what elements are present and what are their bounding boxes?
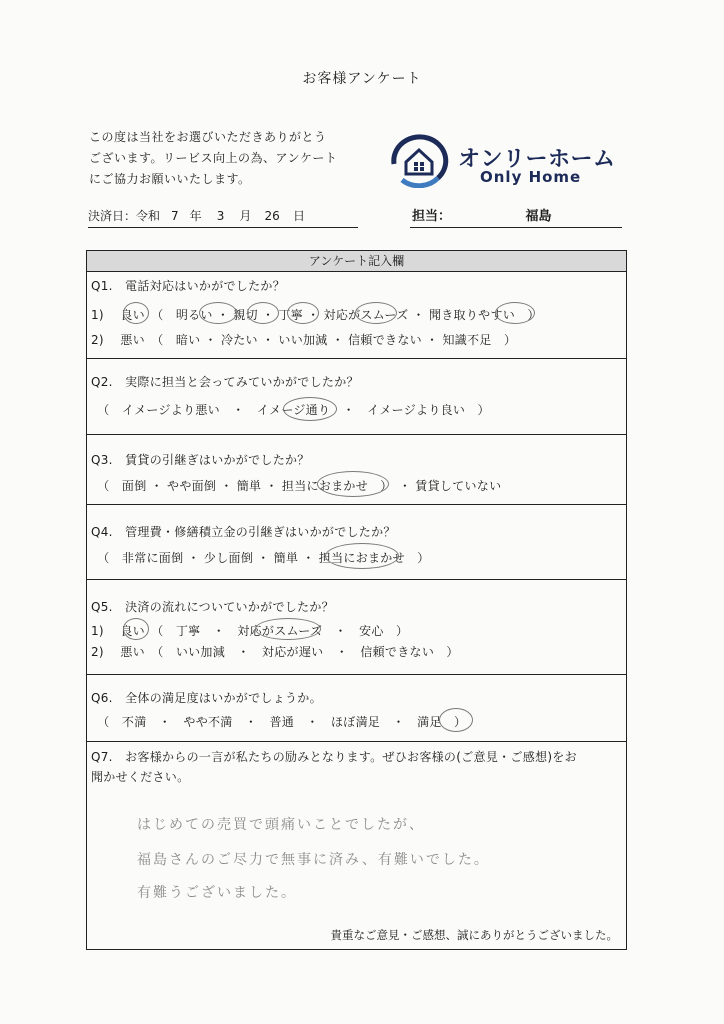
question-text: Q5. 決済の流れについていかがでしたか？ xyxy=(91,600,334,614)
handwritten-line: 福島さんのご尽力で無事に済み、有難いでした。 xyxy=(137,852,490,868)
handwritten-line: はじめての売買で頭痛いことでしたが、 xyxy=(137,817,425,833)
settlement-date xyxy=(88,207,358,228)
settlement-year: 7 xyxy=(171,209,179,223)
intro-text xyxy=(89,127,389,190)
question-4 xyxy=(87,505,626,580)
question-text-cont: 聞かせください。 xyxy=(91,770,190,784)
answer-line: 1) 良い （ 丁寧 ・ 対応がスムーズ ・ 安心 ） xyxy=(91,624,409,638)
settlement-month: 3 xyxy=(216,209,225,223)
month-unit: 月 xyxy=(239,209,252,223)
question-2 xyxy=(87,359,626,435)
question-text: Q2. 実際に担当と会ってみていかがでしたか？ xyxy=(91,375,359,389)
closing-text: 貴重なご意見・ご感想、誠にありがとうございました。 xyxy=(330,928,618,942)
logo-text-jp: オンリーホーム xyxy=(458,147,616,172)
house-logo-icon xyxy=(388,132,452,188)
question-5 xyxy=(87,580,626,675)
section-header: アンケート記入欄 xyxy=(87,251,626,272)
question-7 xyxy=(87,742,626,949)
question-1 xyxy=(87,271,626,359)
page-title: お客様アンケート xyxy=(302,71,422,87)
year-unit: 年 xyxy=(189,209,202,223)
question-6 xyxy=(87,675,626,742)
question-3 xyxy=(87,435,626,505)
answer-line: （ 非常に面倒 ・ 少し面倒 ・ 簡単 ・ 担当におまかせ ） xyxy=(91,551,430,565)
company-logo xyxy=(388,130,628,190)
handwritten-line: 有難うございました。 xyxy=(137,885,297,901)
settlement-label: 決済日：令和 xyxy=(88,209,161,223)
staff-field xyxy=(410,205,622,228)
answer-line: （ イメージより悪い ・ イメージ通り ・ イメージより良い ） xyxy=(91,403,490,417)
question-text: Q6. 全体の満足度はいかがでしょうか。 xyxy=(91,691,322,705)
logo-text-en: Only Home xyxy=(480,168,582,186)
answer-line: 2) 悪い （ 暗い ・ 冷たい ・ いい加減 ・ 信頼できない ・ 知識不足 ） xyxy=(91,333,517,347)
question-text: Q4. 管理費・修繕積立金の引継ぎはいかがでしたか？ xyxy=(91,525,396,539)
staff-name: 福島 xyxy=(525,209,552,224)
intro-line: この度は当社をお選びいただきありがとう xyxy=(89,130,327,144)
staff-label: 担当： xyxy=(412,209,452,224)
answer-line: （ 不満 ・ やや不満 ・ 普通 ・ ほぼ満足 ・ 満足 ） xyxy=(91,715,467,729)
answer-line: 1) 良い （ 明るい ・ 親切 ・ 丁寧 ・ 対応がスムーズ ・ 聞き取りやすい ） xyxy=(91,308,540,322)
day-unit: 日 xyxy=(293,209,306,223)
intro-line: ございます。リービス向上の為、アンケート xyxy=(89,151,338,165)
question-text: Q7. お客様からの一言が私たちの励みとなります。ぜひお客様の(ご意見・ご感想)をお xyxy=(91,750,577,764)
answer-line: （ 面倒 ・ やや面倒 ・ 簡単 ・ 担当におまかせ ） ・ 賃貸していない xyxy=(91,479,502,493)
intro-line: にご協力お願いいたします。 xyxy=(89,172,251,186)
question-text: Q3. 賃貸の引継ぎはいかがでしたか？ xyxy=(91,453,310,467)
answer-line: 2) 悪い （ いい加減 ・ 対応が遅い ・ 信頼できない ） xyxy=(91,645,459,659)
settlement-day: 26 xyxy=(264,209,280,223)
survey-box xyxy=(86,250,627,950)
question-text: Q1. 電話対応はいかがでしたか？ xyxy=(91,279,285,293)
